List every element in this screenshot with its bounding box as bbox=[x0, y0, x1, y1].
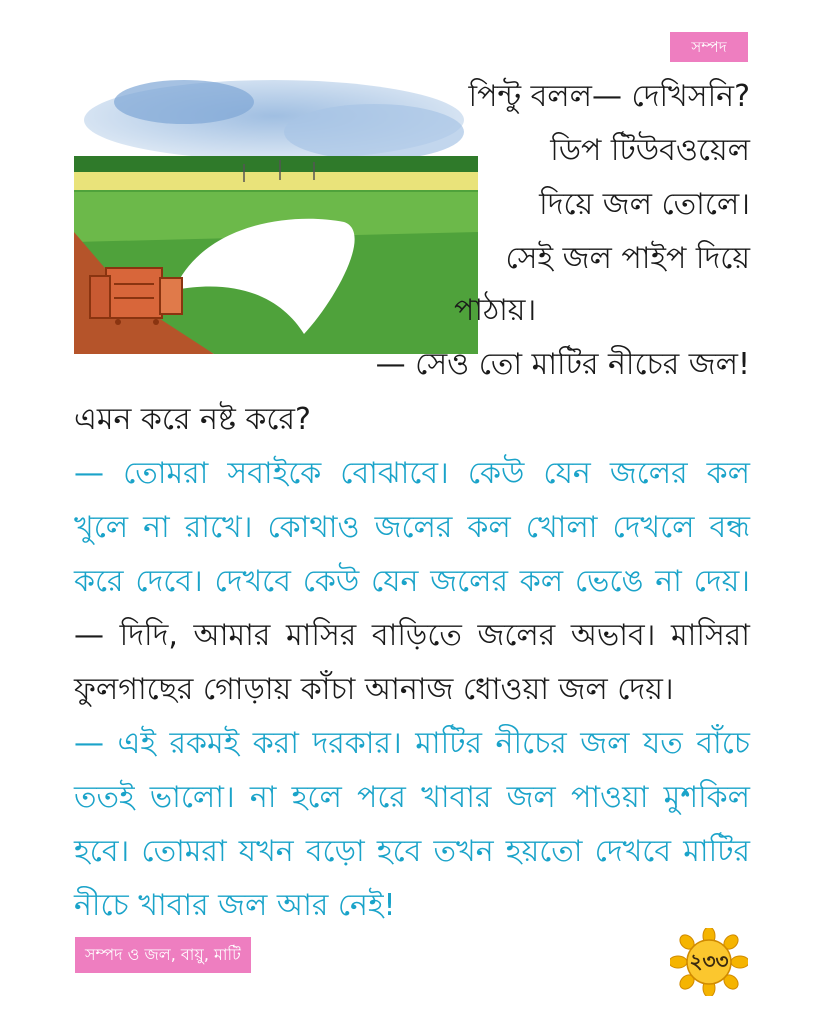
dialogue-line-2: ডিপ টিউবওয়েল bbox=[550, 133, 750, 168]
body-line-2: — তোমরা সবাইকে বোঝাবে। কেউ যেন জলের কল bbox=[74, 456, 750, 491]
body-line-8: ততই ভালো। না হলে পরে খাবার জল পাওয়া মুশকিল bbox=[74, 780, 750, 815]
dialogue-line-1: পিন্টু বলল— দেখিসনি? bbox=[468, 79, 750, 114]
chapter-tag-top: সম্পদ bbox=[670, 32, 748, 62]
body-line-4: করে দেবে। দেখবে কেউ যেন জলের কল ভেঙে না দেয়। bbox=[74, 564, 750, 599]
body-line-6: ফুলগাছের গোড়ায় কাঁচা আনাজ ধোওয়া জল দেয়। bbox=[74, 672, 674, 707]
body-line-10: নীচে খাবার জল আর নেই! bbox=[74, 888, 396, 923]
dialogue-line-4: সেই জল পাইপ দিয়ে bbox=[505, 241, 750, 276]
page-number: ২৩৩ bbox=[689, 949, 729, 973]
body-line-9: হবে। তোমরা যখন বড়ো হবে তখন হয়তো দেখবে মাটির bbox=[74, 834, 750, 869]
dialogue-line-6: — সেও তো মাটির নীচের জল! bbox=[375, 347, 750, 382]
deep-tubewell-illustration bbox=[74, 72, 478, 354]
dialogue-line-3: দিয়ে জল তোলে। bbox=[539, 187, 750, 222]
chapter-tag-bottom: সম্পদ ও জল, বায়ু, মাটি bbox=[75, 937, 251, 973]
body-line-7: — এই রকমই করা দরকার। মাটির নীচের জল যত বাঁচে bbox=[74, 726, 750, 761]
body-line-1: এমন করে নষ্ট করে? bbox=[74, 402, 311, 437]
body-line-3: খুলে না রাখে। কোথাও জলের কল খোলা দেখলে বন্ধ bbox=[74, 510, 750, 545]
dialogue-line-5: পাঠায়। bbox=[454, 293, 537, 328]
body-line-5: — দিদি, আমার মাসির বাড়িতে জলের অভাব। মাসিরা bbox=[74, 618, 750, 653]
